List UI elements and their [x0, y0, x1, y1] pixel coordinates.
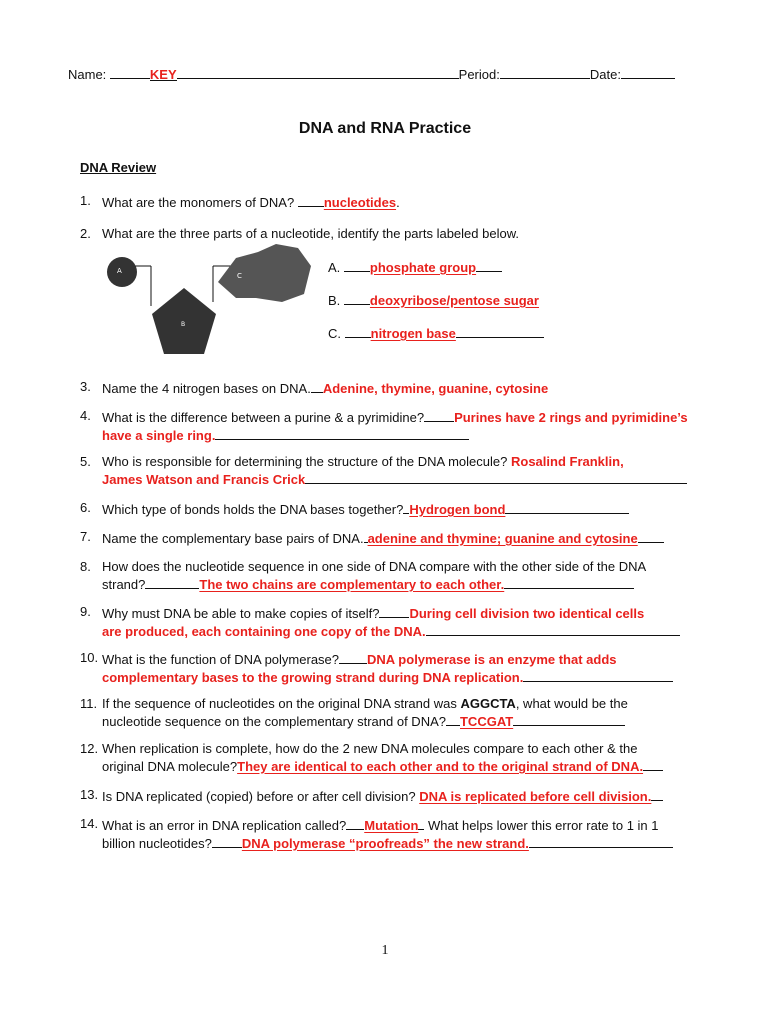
answer-text: Hydrogen bond: [409, 502, 506, 517]
answer-text: During cell division two identical cells: [409, 606, 645, 621]
answer-blank-after: [643, 757, 663, 771]
answer-blank: [346, 816, 364, 830]
answer-text: DNA polymerase is an enzyme that adds: [367, 652, 617, 667]
question-14: [80, 816, 705, 852]
question-number: 12.: [80, 741, 99, 756]
period-blank: [500, 65, 590, 79]
page-number: 1: [381, 943, 389, 958]
answer-blank: [379, 604, 409, 618]
answer-blank: [311, 379, 323, 393]
question-8: [80, 559, 705, 593]
nucleotide-diagram: [106, 242, 322, 360]
name-blank-prefix: [110, 65, 150, 79]
question-text-tail: What helps lower this error rate to 1 in 1: [428, 818, 659, 833]
part-blank: [345, 324, 371, 338]
question-text-continued: nucleotide sequence on the complementary strand of DNA?: [102, 714, 446, 729]
question-text-continued: strand?: [102, 577, 146, 592]
name-value: KEY: [149, 67, 177, 82]
answer-text: Adenine, thymine, guanine, cytosine: [322, 381, 549, 396]
question-number: 3.: [80, 379, 91, 394]
answer-blank-after: [426, 622, 680, 636]
question-number: 4.: [80, 408, 91, 423]
date-label: Date:: [589, 67, 621, 82]
question-text: What are the three parts of a nucleotide, identify the parts labeled below.: [102, 226, 519, 241]
question-text: What are the monomers of DNA?: [102, 195, 295, 210]
part-a: [328, 258, 502, 276]
question-text: Who is responsible for determining the structure of the DNA molecule?: [102, 454, 508, 469]
question-text: Name the complementary base pairs of DNA.: [102, 531, 364, 546]
question-9: [80, 604, 705, 640]
answer-blank-2-after: [529, 834, 673, 848]
question-text: Name the 4 nitrogen bases on DNA.: [102, 381, 311, 396]
answer-blank-after: [651, 787, 663, 801]
part-blank-after: [456, 324, 544, 338]
page-title: DNA and RNA Practice: [298, 120, 472, 137]
question-7: [80, 529, 705, 547]
question-10: [80, 650, 705, 686]
answer-blank: [424, 408, 454, 422]
question-number: 6.: [80, 500, 91, 515]
question-1: 1. What are the monomers of DNA? nucleotides.: [80, 193, 400, 210]
part-blank: [344, 258, 370, 272]
dna-sequence: AGGCTA: [460, 696, 516, 711]
question-number: 1.: [80, 193, 91, 208]
answer-text: They are identical to each other and to the original strand of DNA.: [237, 759, 644, 774]
question-text: What is the function of DNA polymerase?: [102, 652, 340, 667]
answer-text-continued: are produced, each containing one copy of the DNA.: [102, 624, 426, 639]
question-text: What is the difference between a purine & a pyrimidine?: [102, 410, 425, 425]
answer-blank-after: [504, 575, 634, 589]
question-text-continued: billion nucleotides?: [102, 836, 212, 851]
name-blank: [177, 65, 459, 79]
answer-blank-after: [505, 500, 629, 514]
date-blank: [621, 65, 675, 79]
answer-blank: [339, 650, 367, 664]
answer-text-2: DNA polymerase “proofreads” the new strand.: [241, 836, 529, 851]
question-13: [80, 787, 705, 805]
question-number: 9.: [80, 604, 91, 619]
question-text: Why must DNA be able to make copies of itself?: [102, 606, 380, 621]
base-hexagons: [218, 244, 311, 302]
question-number: 7.: [80, 529, 91, 544]
answer-blank: [145, 575, 199, 589]
part-blank-after: [476, 258, 502, 272]
diagram-label-b: B: [181, 321, 186, 328]
answer-blank: [298, 193, 324, 207]
phosphate-circle: [107, 257, 137, 287]
answer-blank-after: [215, 426, 469, 440]
answer-blank-after: [523, 668, 673, 682]
answer-text-continued: have a single ring.: [102, 428, 216, 443]
period-label: Period:: [458, 67, 500, 82]
diagram-label-c: C: [237, 272, 242, 280]
answer-text: Purines have 2 rings and pyrimidine’s: [454, 410, 688, 425]
part-label: A.: [328, 260, 341, 275]
question-number: 13.: [80, 787, 99, 802]
question-2: [80, 226, 705, 242]
question-number: 2.: [80, 226, 91, 241]
question-text: When replication is complete, how do the 2 new DNA molecules compare to each other & the: [102, 741, 638, 756]
name-label: Name:: [68, 67, 107, 82]
question-text: How does the nucleotide sequence in one side of DNA compare with the other side of the DNA: [102, 559, 647, 574]
question-text-tail: , what would be the: [515, 696, 628, 711]
part-label: C.: [328, 326, 341, 341]
question-5: [80, 454, 705, 488]
answer-blank-after: [638, 529, 664, 543]
question-11: [80, 696, 705, 730]
answer-blank-after: [305, 470, 687, 484]
answer-text: nucleotides: [323, 195, 397, 210]
question-4: [80, 408, 705, 444]
question-number: 14.: [80, 816, 99, 831]
part-answer: deoxyribose/pentose sugar: [369, 293, 539, 308]
question-text: Which type of bonds holds the DNA bases together?: [102, 502, 404, 517]
question-text: If the sequence of nucleotides on the original DNA strand was: [102, 696, 457, 711]
question-3: [80, 379, 705, 397]
answer-blank-after: [418, 816, 424, 830]
answer-text-continued: James Watson and Francis Crick: [102, 472, 306, 487]
answer-text: The two chains are complementary to each other.: [199, 577, 505, 592]
part-blank: [344, 291, 370, 305]
answer-text: Rosalind Franklin,: [511, 454, 624, 469]
section-heading: DNA Review: [80, 160, 157, 175]
question-text-continued: original DNA molecule?: [102, 759, 238, 774]
part-label: B.: [328, 293, 341, 308]
question-text: What is an error in DNA replication called?: [102, 818, 347, 833]
answer-text: Mutation: [364, 818, 419, 833]
answer-blank: [446, 712, 460, 726]
answer-blank-2: [212, 834, 242, 848]
answer-text: adenine and thymine; guanine and cytosine: [367, 531, 638, 546]
question-number: 10.: [80, 650, 99, 665]
part-c: [328, 324, 544, 342]
question-12: [80, 741, 705, 775]
name-period-date-line: [68, 65, 708, 83]
part-b: [328, 291, 539, 309]
answer-blank-after: [513, 712, 625, 726]
part-answer: nitrogen base: [370, 326, 456, 341]
part-answer: phosphate group: [369, 260, 477, 275]
answer-text-continued: complementary bases to the growing strand during DNA replication.: [102, 670, 524, 685]
question-text: Is DNA replicated (copied) before or after cell division?: [102, 789, 416, 804]
answer-text: DNA is replicated before cell division.: [419, 789, 652, 804]
diagram-label-a: A: [117, 267, 122, 275]
question-number: 8.: [80, 559, 91, 574]
question-number: 5.: [80, 454, 91, 469]
answer-text: TCCGAT: [459, 714, 514, 729]
question-6: [80, 500, 705, 518]
question-number: 11.: [80, 696, 98, 711]
